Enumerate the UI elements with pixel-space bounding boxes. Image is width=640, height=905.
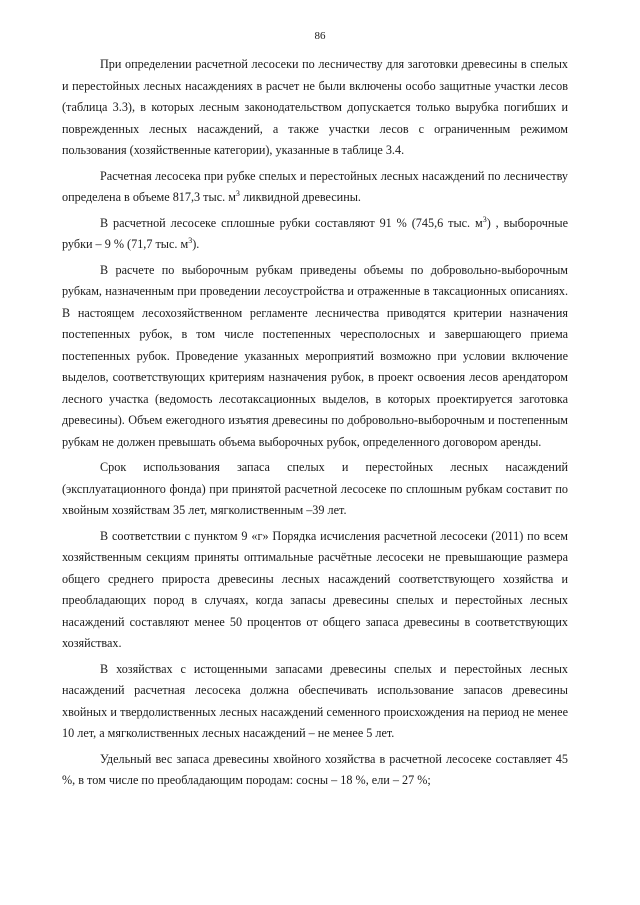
paragraph-coniferous-share: Удельный вес запаса древесины хвойного хозяйства в расчетной лесосеке составляет 45 %, в том числе по преобладающим породам: сосны – 18 %, ели – 27 %; xyxy=(62,751,568,787)
superscript: 3 xyxy=(482,214,487,224)
paragraph-text: ). xyxy=(192,237,200,251)
paragraph-text: ) , выборочные рубки – 9 % (71,7 тыс. м xyxy=(62,215,568,251)
paragraph-excluded-areas: При определении расчетной лесосеки по лесничеству для заготовки древесины в спелых и перестойных лесных насаждениях в расчет не были включены особо защитные участки лесов (таблица 3.3), в которых лесным законодательством допускается только вырубка погибших и поврежденных лесных насаждений, а также участки лесов с ограниченным режимом пользования (хозяйственные категории), указанные в таблице 3.4. xyxy=(62,57,568,157)
paragraph-depleted-stock: В хозяйствах с истощенными запасами древесины спелых и перестойных лесных насаждений расчетная лесосека должна обеспечивать использование запасов древесины хвойных и твердолиственных лесных насаждений семенного происхождения на период не менее 10 лет, а мягколиственных лесных насаждений – не менее 5 лет. xyxy=(62,661,568,740)
paragraph-text: ликвидной древесины. xyxy=(239,190,361,204)
page-number: 86 xyxy=(314,30,326,42)
superscript: 3 xyxy=(235,188,240,198)
paragraph-selective-cuts: В расчете по выборочным рубкам приведены объемы по добровольно-выборочным рубкам, назначенным при проведении лесоустройства и отраженные в таксационных описаниях. В настоящем лесохозяйственном регламенте лесничества приводятся критерии назначения постепенных рубок, в том числе постепенных чересполосных и завершающего приема постепенных рубок. Проведение указанных мероприятий возможно при условии включение выделов, соответствующих критериям назначения рубок, в проект освоения лесов арендатором лесного участка (ведомость лесотаксационных выделов, в которых проектируется заготовка древесины). Объем ежегодного изъятия древесины по добровольно-выборочным и постепенным рубкам не должен превышать объема выборочных рубок, определенного договором аренды. xyxy=(62,262,568,449)
paragraph-text: В расчетной лесосеке сплошные рубки составляют 91 % (745,6 тыс. м xyxy=(100,215,483,230)
paragraph-calculation-rules: В соответствии с пунктом 9 «г» Порядка исчисления расчетной лесосеки (2011) по всем хозяйственным секциям приняты оптимальные расчётные лесосеки не превышающие размера общего среднего прироста древесины лесных насаждений соответствующего хозяйства и преобладающих пород в случаях, когда запасы древесины спелых и перестойных лесных насаждений составляют менее 50 процентов от общего запаса древесины в соответствующих хозяйствах. xyxy=(62,528,568,650)
paragraph-usage-period: Срок использования запаса спелых и перестойных лесных насаждений (эксплуатационного фонда) при принятой расчетной лесосеке по сплошным рубкам составит по хвойным хозяйствам 35 лет, мягколиственным –39 лет. xyxy=(62,460,568,517)
document-body xyxy=(62,54,568,796)
superscript: 3 xyxy=(188,235,193,245)
paragraph-clear-cut-share xyxy=(62,213,568,256)
paragraph-allowable-cut-volume xyxy=(62,166,568,209)
paragraph-text: Расчетная лесосека при рубке спелых и перестойных лесных насаждений по лесничеству определена в объеме 817,3 тыс. м xyxy=(62,168,568,204)
